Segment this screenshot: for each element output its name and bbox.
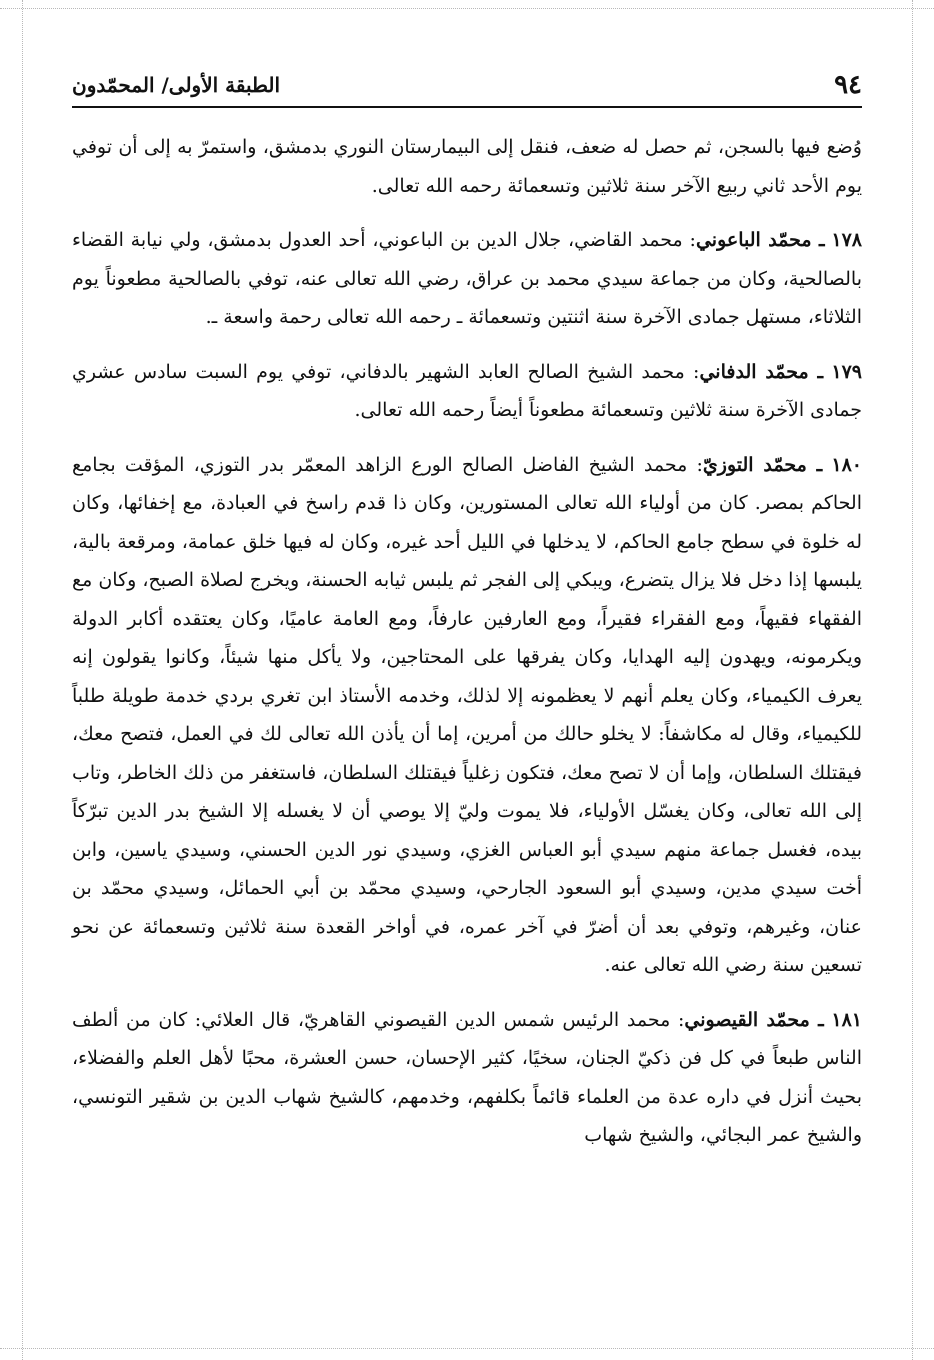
page-header [72, 68, 862, 102]
page-guide-line-left [22, 0, 23, 1360]
page-guide-line-top [0, 8, 934, 9]
header-rule [72, 106, 862, 108]
entry-181: ١٨١ ـ محمّد القيصوني: محمد الرئيس شمس الدين القيصوني القاهريّ، قال العلائي: كان من ألطف الناس طبعاً في كل فن ذكيّ الجنان، سخيًا، كثير الإحسان، حسن العشرة، محبًا لأهل العلم والفضلاء، بحيث أنزل في داره عدة من العلماء قائماً بكلفهم، وخدمهم، كالشيخ شهاب الدين بن شقير التونسي، والشيخ عمر البجائي، والشيخ شهاب [72, 1008, 863, 1146]
page-body [72, 128, 862, 1171]
entry-name: محمّد القيصوني [684, 1008, 810, 1031]
intro-paragraph [72, 128, 862, 205]
entry-text: محمد الشيخ الفاضل الصالح الورع الزاهد المعمّر بدر التوزي، المؤقت بجامع الحاكم بمصر. كان من أولياء الله تعالى المستورين، وكان ذا قدم راسخ في العبادة، مع إخفائها، وكان له خلوة في سطح جامع الحاكم، لا يدخلها في الليل أحد غيره، وكان له فيها خلق عمامة، ومرقعة بالية، يلبسها إذا دخل فلا يزال يتضرع، ويبكي إلى الفجر ثم يلبس ثيابه الحسنة، ويخرج لصلاة الصبح، وكان مع الفقهاء فقيهاً، ومع الفقراء فقيراً، ومع العارفين عارفاً، ومع العامة عاميًا، وكان يعتقده أكابر الدولة ويكرمونه، ويهدون إليه الهدايا، وكان يفرقها على المحتاجين، ولا يأكل منها شيئاً، وكانوا يقولون إنه يعرف الكيمياء، وكان يعلم أنهم لا يعظمونه إلا لذلك، وخدمه الأستاذ ابن تغري بردي خدمة طويلة طلباً للكيمياء، وقال له مكاشفاً: لا يخلو حالك من أمرين، إما أن يأذن الله تعالى لك في العمل، فتصح معك، فيقتلك السلطان، وإما أن لا تصح معك، فتكون زغلياً فيقتلك السلطان، فاستغفر من ذلك الخاطر، وتاب إلى الله تعالى، وكان يغسّل الأولياء، فلا يموت وليّ إلا يوصي أن لا يغسله إلا الشيخ بدر الدين تبرّكاً بيده، فغسل جماعة منهم سيدي أبو العباس الغزي، وسيدي نور الدين الحسني، وسيدي ياسين، وابن أخت سيدي مدين، وسيدي أبو السعود الجارحي، وسيدي محمّد بن أبي الحمائل، وسيدي محمّد بن عنان، وغيرهم، وتوفي بعد أن أضرّ في آخر عمره، في أواخر القعدة سنة ثلاثين وتسعمائة عن نحو تسعين سنة رضي الله تعالى عنه. [72, 453, 862, 976]
entry-text: محمد الشيخ الصالح العابد الشهير بالدفاني، توفي يوم السبت سادس عشري جمادى الآخرة سنة ثلاثين وتسعمائة مطعوناً أيضاً رحمه الله تعالى. [72, 360, 862, 421]
entry-number: ١٨١ [831, 1008, 863, 1031]
page-guide-line-bottom [0, 1348, 934, 1349]
running-title: الطبقة الأولى/ المحمّدون [72, 73, 281, 97]
entry-180: ١٨٠ ـ محمّد التوزيّ: محمد الشيخ الفاضل الصالح الورع الزاهد المعمّر بدر التوزي، المؤقت بجامع الحاكم بمصر. كان من أولياء الله تعالى المستورين، وكان ذا قدم راسخ في العبادة، مع إخفائها، وكان له خلوة في سطح جامع الحاكم، لا يدخلها في الليل أحد غيره، وكان له فيها خلق عمامة، ومرقعة بالية، يلبسها إذا دخل فلا يزال يتضرع، ويبكي إلى الفجر ثم يلبس ثيابه الحسنة، ويخرج لصلاة الصبح، وكان مع الفقهاء فقيهاً، ومع الفقراء فقيراً، ومع العارفين عارفاً، ومع العامة عاميًا، وكان يعتقده أكابر الدولة ويكرمونه، ويهدون إليه الهدايا، وكان يفرقها على المحتاجين، ولا يأكل منها شيئاً، وكانوا يقولون إنه يعرف الكيمياء، وكان يعلم أنهم لا يعظمونه إلا لذلك، وخدمه الأستاذ ابن تغري بردي خدمة طويلة طلباً للكيمياء، وقال له مكاشفاً: لا يخلو حالك من أمرين، إما أن يأذن الله تعالى لك في العمل، فتصح معك، فيقتلك السلطان، وإما أن لا تصح معك، فتكون زغلياً فيقتلك السلطان، فاستغفر من ذلك الخاطر، وتاب إلى الله تعالى، وكان يغسّل الأولياء، فلا يموت وليّ إلا يوصي أن لا يغسله إلا الشيخ بدر الدين تبرّكاً بيده، فغسل جماعة منهم سيدي أبو العباس الغزي، وسيدي نور الدين الحسني، وسيدي ياسين، وابن أخت سيدي مدين، وسيدي أبو السعود الجارحي، وسيدي محمّد بن أبي الحمائل، وسيدي محمّد بن عنان، وغيرهم، وتوفي بعد أن أضرّ في آخر عمره، في أواخر القعدة سنة ثلاثين وتسعمائة عن نحو تسعين سنة رضي الله تعالى عنه. [72, 453, 862, 976]
page-guide-line-right [912, 0, 913, 1360]
page-number: ٩٤ [834, 70, 862, 100]
intro-text: وُضع فيها بالسجن، ثم حصل له ضعف، فنقل إلى البيمارستان النوري بدمشق، واستمرّ به إلى أن توفي يوم الأحد ثاني ربيع الآخر سنة ثلاثين وتسعمائة رحمه الله تعالى. [72, 136, 862, 197]
entry-text: محمد القاضي، جلال الدين بن الباعوني، أحد العدول بدمشق، ولي نيابة القضاء بالصالحية، وكان من جماعة سيدي محمد بن عراق، رضي الله تعالى عنه، توفي بالصالحية مطعوناً يوم الثلاثاء، مستهل جمادى الآخرة سنة اثنتين وتسعمائة ـ رحمه الله تعالى رحمة واسعة ـ. [72, 229, 862, 328]
entry-number: ١٧٩ [831, 360, 862, 383]
entry-text: محمد الرئيس شمس الدين القيصوني القاهريّ، قال العلائي: كان من ألطف الناس طبعاً في كل فن ذكيّ الجنان، سخيًا، كثير الإحسان، حسن العشرة، محبًا لأهل العلم والفضلاء، بحيث أنزل في داره عدة من العلماء قائماً بكلفهم، وخدمهم، كالشيخ شهاب الدين بن شقير التونسي، والشيخ عمر البجائي، والشيخ شهاب [72, 1008, 862, 1146]
entry-name: محمّد الدفاني [699, 360, 809, 383]
entry-number: ١٨٠ [831, 453, 862, 476]
entry-179: ١٧٩ ـ محمّد الدفاني: محمد الشيخ الصالح العابد الشهير بالدفاني، توفي يوم السبت سادس عشري جمادى الآخرة سنة ثلاثين وتسعمائة مطعوناً أيضاً رحمه الله تعالى. [72, 360, 862, 421]
entry-name: محمّد التوزيّ [702, 453, 807, 476]
entry-178: ١٧٨ ـ محمّد الباعوني: محمد القاضي، جلال الدين بن الباعوني، أحد العدول بدمشق، ولي نيابة القضاء بالصالحية، وكان من جماعة سيدي محمد بن عراق، رضي الله تعالى عنه، توفي بالصالحية مطعوناً يوم الثلاثاء، مستهل جمادى الآخرة سنة اثنتين وتسعمائة ـ رحمه الله تعالى رحمة واسعة ـ. [72, 229, 863, 328]
entry-name: محمّد الباعوني [695, 229, 812, 251]
entry-number: ١٧٨ [831, 229, 863, 251]
